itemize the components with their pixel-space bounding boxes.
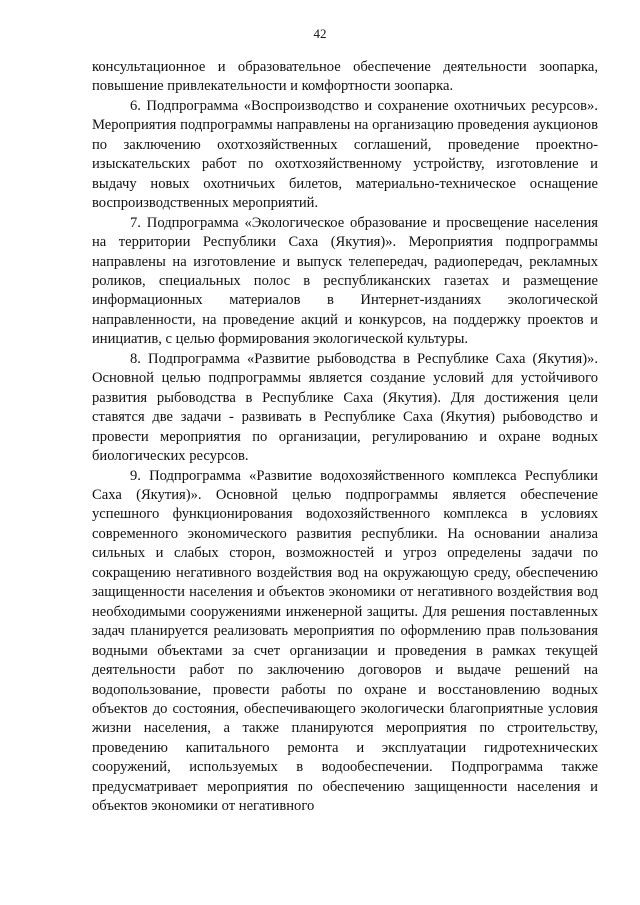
paragraph-continuation: консультационное и образовательное обеспечение деятельности зоопарка, повышение привлекательности и комфортности зоопарка. [92, 59, 598, 95]
page-number: 42 [313, 26, 327, 41]
document-body [92, 58, 598, 817]
paragraph-subprogram-6: 6. Подпрограмма «Воспроизводство и сохранение охотничьих ресурсов». Мероприятия подпрограммы направлены на организацию проведения аукционов по заключению охотхозяйственных соглашений, проведение проектно-изыскательских работ по охотхозяйственному устройству, изготовление и выдачу новых охотничьих билетов, материально-техническое оснащение воспроизводственных мероприятий. [92, 97, 598, 212]
paragraph-subprogram-9: 9. Подпрограмма «Развитие водохозяйственного комплекса Республики Саха (Якутия)». Основной целью подпрограммы является обеспечение успешного функционирования водохозяйственного комплекса в условиях современного экономического развития республики. На основании анализа сильных и слабых сторон, возможностей и угроз определены задачи по сокращению негативного воздействия вод на окружающую среду, обеспечению защищенности населения и объектов экономики от негативного воздействия вод необходимыми сооружениями инженерной защиты. Для решения поставленных задач планируется реализовать мероприятия по оформлению прав пользования водными объектами за счет организации и проведения в рамках текущей деятельности работ по заключению договоров и выдаче решений на водопользование, провести работы по охране и восстановлению водных объектов до состояния, обеспечивающего экологически благоприятные условия жизни населения, а также планируются мероприятия по строительству, проведению капитального ремонта и эксплуатации гидротехнических сооружений, используемых в водообеспечении. Подпрограмма также предусматривает мероприятия по обеспечению защищенности населения и объектов экономики от негативного [92, 467, 598, 815]
paragraph-subprogram-8: 8. Подпрограмма «Развитие рыбоводства в Республике Саха (Якутия)». Основной целью подпрограммы является создание условий для устойчивого развития рыбоводства в Республике Саха (Якутия). Для достижения цели ставятся две задачи - развивать в Республике Саха (Якутия) рыбоводство и провести мероприятия по организации, регулированию и охране водных биологических ресурсов. [92, 350, 598, 465]
paragraph-subprogram-7: 7. Подпрограмма «Экологическое образование и просвещение населения на территории Республики Саха (Якутия)». Мероприятия подпрограммы направлены на изготовление и выпуск телепередач, радиопередач, рекламных роликов, специальных полос в республиканских газетах и размещение информационных материалов в Интернет-изданиях экологической направленности, на проведение акций и конкурсов, на поддержку проектов и инициатив, с целью формирования экологической культуры. [92, 214, 598, 348]
